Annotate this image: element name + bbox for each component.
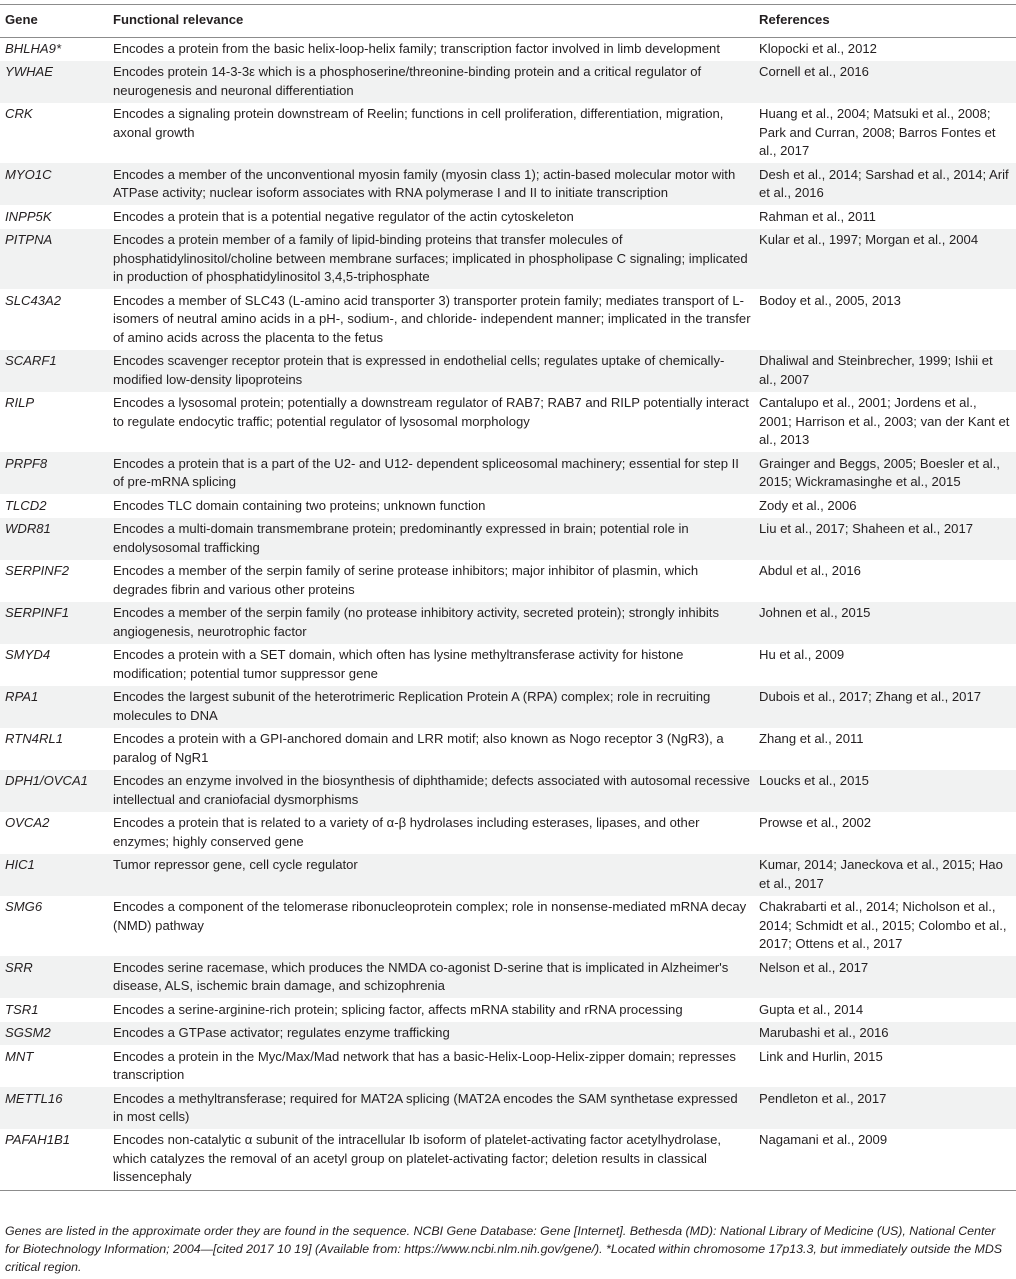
table-row (0, 728, 1016, 770)
gene-cell: SGSM2 (5, 1025, 51, 1041)
gene-cell: PITPNA (5, 232, 53, 248)
functional-relevance-cell: Encodes a GTPase activator; regulates enzyme trafficking (113, 1025, 450, 1041)
references-cell: Cantalupo et al., 2001; Jordens et al., 2001; Harrison et al., 2003; van der Kant et al., 2013 (759, 395, 1010, 448)
functional-relevance-cell: Encodes a lysosomal protein; potentially a downstream regulator of RAB7; RAB7 and RILP potentially interact to regulate endocytic traffic; potential regulator of lysosomal morphology (113, 395, 749, 429)
table-row (0, 289, 1016, 349)
table-row (0, 896, 1016, 956)
gene-cell: OVCA2 (5, 815, 50, 831)
references-cell: Klopocki et al., 2012 (759, 40, 877, 56)
functional-relevance-cell: Encodes a member of the serpin family (no protease inhibitory activity, secreted protein); strongly inhibits angiogenesis, neurotrophic factor (113, 605, 719, 639)
references-cell: Prowse et al., 2002 (759, 815, 872, 831)
table-row (0, 1087, 1016, 1129)
gene-cell: WDR81 (5, 521, 51, 537)
references-cell: Zhang et al., 2011 (759, 731, 864, 747)
table-row (0, 163, 1016, 205)
table-row (0, 644, 1016, 686)
table-row (0, 812, 1016, 854)
references-cell: Dhaliwal and Steinbrecher, 1999; Ishii et al., 2007 (759, 353, 993, 387)
table-row (0, 686, 1016, 728)
gene-cell: SMYD4 (5, 647, 51, 663)
gene-cell: SERPINF2 (5, 563, 70, 579)
references-cell: Rahman et al., 2011 (759, 208, 876, 224)
functional-relevance-cell: Encodes a protein in the Myc/Max/Mad network that has a basic-Helix-Loop-Helix-zipper domain; represses transcription (113, 1048, 736, 1083)
functional-relevance-cell: Encodes an enzyme involved in the biosynthesis of diphthamide; defects associated with autosomal recessive intellectual and craniofacial dysmorphisms (113, 773, 750, 807)
gene-cell: SCARF1 (5, 353, 57, 369)
gene-table (0, 4, 1016, 1191)
references-cell: Grainger and Beggs, 2005; Boesler et al., 2015; Wickramasinghe et al., 2015 (759, 455, 1000, 490)
gene-cell: MYO1C (5, 166, 52, 182)
references-cell: Gupta et al., 2014 (759, 1001, 864, 1017)
functional-relevance-cell: Encodes a member of the serpin family of serine protease inhibitors; major inhibitor of plasmin, which degrades fibrin and various other proteins (113, 563, 699, 597)
gene-cell: SERPINF1 (5, 605, 70, 621)
references-cell: Hu et al., 2009 (759, 647, 845, 663)
references-cell: Pendleton et al., 2017 (759, 1090, 887, 1106)
table-row (0, 37, 1016, 61)
table-row (0, 494, 1016, 517)
gene-cell: SMG6 (5, 899, 43, 915)
gene-cell: CRK (5, 106, 33, 122)
functional-relevance-cell: Encodes a protein with a GPI-anchored domain and LRR motif; also known as Nogo receptor 3 (NgR3), a paralog of NgR1 (113, 731, 724, 765)
references-cell: Nelson et al., 2017 (759, 959, 869, 975)
references-cell: Desh et al., 2014; Sarshad et al., 2014; Arif et al., 2016 (759, 166, 1009, 201)
gene-cell: HIC1 (5, 857, 35, 873)
table-row (0, 998, 1016, 1021)
table-row (0, 770, 1016, 812)
gene-cell: PAFAH1B1 (0, 1129, 109, 1190)
functional-relevance-cell: Encodes a protein from the basic helix-loop-helix family; transcription factor involved in limb development (113, 40, 720, 56)
functional-relevance-cell: Encodes serine racemase, which produces the NMDA co-agonist D-serine that is implicated in Alzheimer's disease, ALS, ischemic brain damage, and schizophrenia (113, 959, 729, 994)
references-cell: Bodoy et al., 2005, 2013 (759, 292, 901, 308)
table-row (0, 854, 1016, 896)
table-row (0, 518, 1016, 560)
gene-cell: RILP (5, 395, 35, 411)
gene-cell: MNT (5, 1048, 34, 1064)
header-references: References (755, 5, 1016, 38)
functional-relevance-cell: Encodes a signaling protein downstream of Reelin; functions in cell proliferation, differentiation, migration, axonal growth (113, 106, 724, 140)
functional-relevance-cell: Encodes a member of SLC43 (L-amino acid transporter 3) transporter protein family; mediates transport of L-isomers of neutral amino acids in a pH-, sodium-, and chloride- independent manner; implicated in the transfer of amino acids across the placenta to the fetus (113, 292, 751, 345)
functional-relevance-cell: Encodes a member of the unconventional myosin family (myosin class 1); actin-based molecular motor with ATPase activity; nuclear isoform associates with RNA polymerase I and II to initiate transcription (113, 166, 736, 201)
header-row (0, 5, 1016, 38)
references-cell: Dubois et al., 2017; Zhang et al., 2017 (759, 689, 982, 705)
references-cell: Kular et al., 1997; Morgan et al., 2004 (759, 232, 979, 248)
references-cell: Loucks et al., 2015 (759, 773, 869, 789)
gene-cell: PRPF8 (5, 455, 48, 471)
references-cell: Liu et al., 2017; Shaheen et al., 2017 (759, 521, 974, 537)
references-cell: Abdul et al., 2016 (759, 563, 861, 579)
functional-relevance-cell: Encodes a protein member of a family of lipid-binding proteins that transfer molecules of phosphatidylinositol/choline between membrane surfaces; implicated in phospholipase C signaling; implicated in production of phosphatidylinositol 3,4,5-triphosphate (113, 232, 748, 285)
functional-relevance-cell: Encodes a multi-domain transmembrane protein; predominantly expressed in brain; potential role in endolysosomal trafficking (113, 521, 689, 555)
table-header (0, 5, 1016, 38)
table-row (0, 103, 1016, 163)
references-cell: Marubashi et al., 2016 (759, 1025, 889, 1041)
references-cell: Kumar, 2014; Janeckova et al., 2015; Hao et al., 2017 (759, 857, 1003, 891)
references-cell: Johnen et al., 2015 (759, 605, 871, 621)
table-row (0, 1045, 1016, 1087)
functional-relevance-cell: Encodes a protein with a SET domain, which often has lysine methyltransferase activity for histone modification; potential tumor suppressor gene (113, 647, 684, 681)
functional-relevance-cell: Encodes a protein that is a potential negative regulator of the actin cytoskeleton (113, 208, 574, 224)
gene-cell: SLC43A2 (5, 292, 62, 308)
references-cell: Cornell et al., 2016 (759, 64, 869, 80)
gene-cell: TLCD2 (5, 497, 47, 513)
references-cell: Zody et al., 2006 (759, 497, 857, 513)
gene-cell: RTN4RL1 (5, 731, 63, 747)
references-cell: Huang et al., 2004; Matsuki et al., 2008; Park and Curran, 2008; Barros Fontes et al., 2017 (759, 106, 996, 159)
table-row (0, 602, 1016, 644)
table-row (0, 229, 1016, 289)
table-row (0, 1129, 1016, 1190)
functional-relevance-cell: Tumor repressor gene, cell cycle regulator (113, 857, 358, 873)
table-row (0, 452, 1016, 494)
table-row (0, 1022, 1016, 1045)
gene-cell: DPH1/OVCA1 (5, 773, 88, 789)
functional-relevance-cell: Encodes scavenger receptor protein that is expressed in endothelial cells; regulates uptake of chemically-modified low-density lipoproteins (113, 353, 725, 387)
references-cell: Nagamani et al., 2009 (755, 1129, 1016, 1190)
gene-cell: RPA1 (5, 689, 39, 705)
table-row (0, 560, 1016, 602)
table-row (0, 392, 1016, 452)
gene-cell: METTL16 (5, 1090, 63, 1106)
header-gene: Gene (0, 5, 109, 38)
table-row (0, 205, 1016, 228)
gene-cell: TSR1 (5, 1001, 39, 1017)
table-row (0, 61, 1016, 103)
functional-relevance-cell: Encodes a methyltransferase; required for MAT2A splicing (MAT2A encodes the SAM synthetase expressed in most cells) (113, 1090, 738, 1124)
references-cell: Link and Hurlin, 2015 (759, 1048, 883, 1064)
gene-cell: SRR (5, 959, 33, 975)
table-row (0, 956, 1016, 998)
functional-relevance-cell: Encodes a protein that is related to a variety of α-β hydrolases including esterases, lipases, and other enzymes; highly conserved gene (113, 815, 700, 849)
functional-relevance-cell: Encodes non-catalytic α subunit of the intracellular Ib isoform of platelet-activating factor acetylhydrolase, which catalyzes the removal of an acetyl group on platelet-activating factor; deletion results in classical lissencephaly (109, 1129, 755, 1190)
functional-relevance-cell: Encodes a serine-arginine-rich protein; splicing factor, affects mRNA stability and rRNA processing (113, 1001, 683, 1017)
table-row (0, 350, 1016, 392)
functional-relevance-cell: Encodes a component of the telomerase ribonucleoprotein complex; role in nonsense-mediated mRNA decay (NMD) pathway (113, 899, 747, 933)
header-functional-relevance: Functional relevance (109, 5, 755, 38)
gene-cell: BHLHA9* (5, 40, 62, 56)
references-cell: Chakrabarti et al., 2014; Nicholson et al., 2014; Schmidt et al., 2015; Colombo et al., 2017; Ottens et al., 2017 (759, 899, 1007, 952)
gene-cell: YWHAE (5, 64, 54, 80)
table-body (0, 37, 1016, 1190)
functional-relevance-cell: Encodes TLC domain containing two proteins; unknown function (113, 497, 486, 513)
table-footnote: Genes are listed in the approximate order they are found in the sequence. NCBI Gene Database: Gene [Internet]. Bethesda (MD): National Library of Medicine (US), National Center for Biotechnology Information; 2004—[cited 2017 10 19] (Available from: https://www.ncbi.nlm.nih.gov/gene/). *Located within chromosome 17p13.3, but immediately outside the MDS critical region. (5, 1224, 1003, 1274)
functional-relevance-cell: Encodes a protein that is a part of the U2- and U12- dependent spliceosomal machinery; essential for step II of pre-mRNA splicing (113, 455, 739, 490)
gene-cell: INPP5K (5, 208, 52, 224)
functional-relevance-cell: Encodes the largest subunit of the heterotrimeric Replication Protein A (RPA) complex; role in recruiting molecules to DNA (113, 689, 711, 723)
functional-relevance-cell: Encodes protein 14-3-3ε which is a phosphoserine/threonine-binding protein and a critical regulator of neurogenesis and neuronal differentiation (113, 64, 702, 98)
